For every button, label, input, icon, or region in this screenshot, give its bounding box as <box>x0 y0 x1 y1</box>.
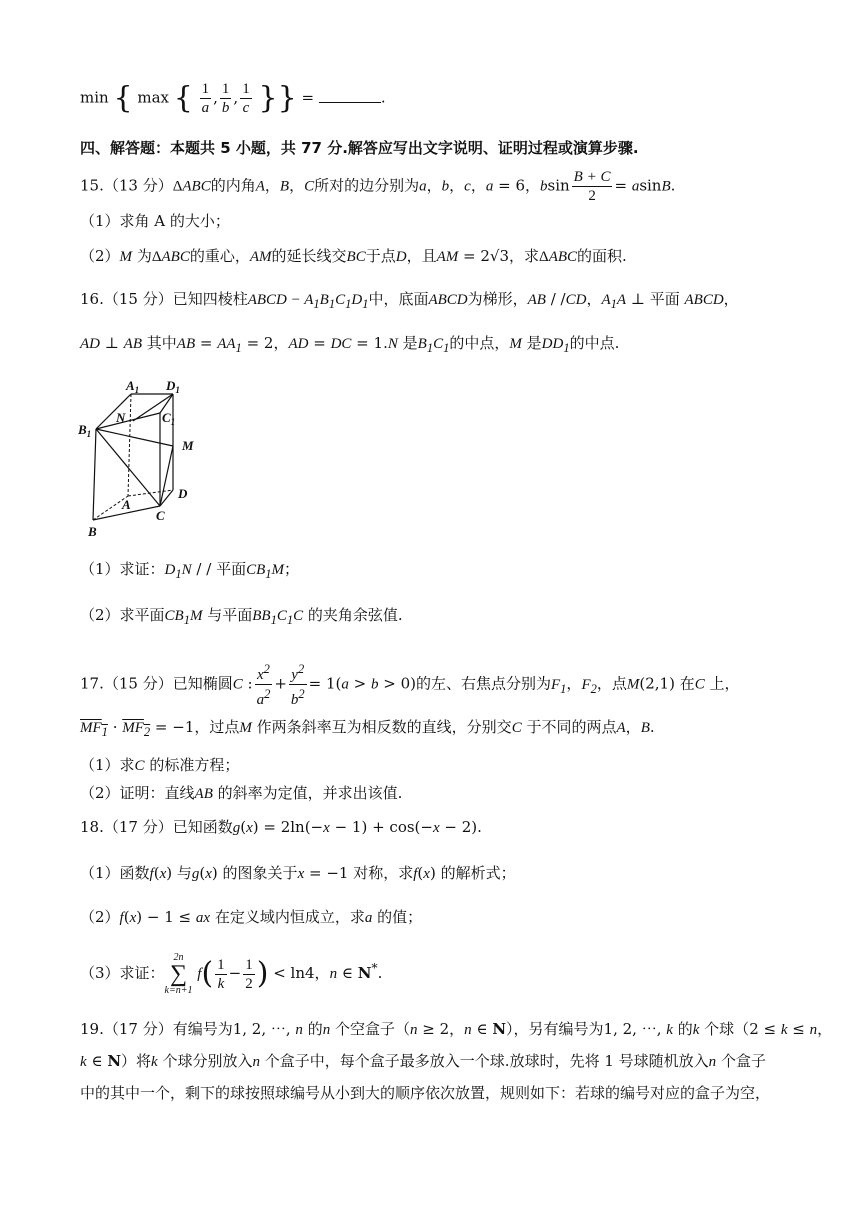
frac-1-c: $\frac{1}{c}$ <box>242 81 250 116</box>
equals-sign: = <box>301 88 315 107</box>
q19-line1: 19.（17 分）有编号为1, 2, ⋯, n 的n 个空盒子（n ≥ 2，n ∈ N），另有编号为1, 2, ⋯, k 的k 个球（2 ≤ k ≤ n， <box>80 1020 833 1038</box>
q15-p2-t6: ，求 <box>509 247 540 265</box>
q16-t5: . <box>383 334 388 352</box>
q18-p2-t3: 的值； <box>377 908 423 926</box>
q17-t1: 17.（15 分）已知椭圆 <box>80 674 233 693</box>
q16-p2-t2: 的夹角余弦值. <box>307 606 403 624</box>
q18-stem: 18.（17 分）已知函数g(x) = 2ln(−x − 1) + cos(−x − 2). <box>80 818 482 836</box>
q19-line2: k ∈ N）将k 个球分别放入n 个盒子中，每个盒子最多放入一个球.放球时，先将 1 号球随机放入n 个盒子 <box>80 1052 766 1070</box>
q19-t1: 19.（17 分）有编号为 <box>80 1020 233 1038</box>
q19-t3: 个空盒子（ <box>335 1020 411 1038</box>
section-heading: 四、解答题：本题共 5 小题，共 77 分.解答应写出文字说明、证明过程或演算步骤. <box>80 139 639 157</box>
label-C1: $C_1$ <box>162 410 176 427</box>
q18-p1-t3: 的图象关于 <box>222 864 298 882</box>
q16-t7: 的中点， <box>449 334 510 352</box>
q15-number: 15.（13 分） <box>80 176 173 195</box>
answer-blank <box>319 88 381 103</box>
q17-t6: ，过点 <box>194 718 240 736</box>
q16-t4: 其中 <box>146 334 177 352</box>
q18-p1-t1: （1）函数 <box>80 864 150 882</box>
q15-p2-t7: 的面积. <box>577 247 627 265</box>
q17-part1: （1）求C 的标准方程； <box>80 756 240 774</box>
label-D1: $D_1$ <box>166 378 180 395</box>
q17-p1-t1: （1）求 <box>80 756 135 774</box>
q17-p1-t2: 的标准方程； <box>149 756 240 774</box>
q15-text-2: 所对的边分别为 <box>314 176 420 195</box>
q19-t2: 的 <box>307 1020 323 1038</box>
q18-p1-t4: 对称，求 <box>353 864 414 882</box>
label-D: D <box>178 486 188 501</box>
q18-p1-t2: 与 <box>176 864 192 882</box>
q17-t2: 的左、右焦点分别为 <box>415 674 551 693</box>
sum-symbol: 2n ∑ k=n+1 <box>164 952 193 996</box>
q19-t4: ），另有编号为 <box>506 1020 604 1038</box>
q17-t3: ，点 <box>596 674 627 693</box>
q17-t4: 在 <box>679 674 695 693</box>
min-label: min <box>80 88 109 107</box>
q16-p2-label: （2）求平面 <box>80 606 165 624</box>
q15-p2-t4: 于点 <box>365 247 396 265</box>
q16-t6: 是 <box>402 334 418 352</box>
q15-p2-t3: 的延长线交 <box>271 247 347 265</box>
q15-part1: （1）求角 A 的大小； <box>80 212 230 230</box>
left-brace: { <box>113 80 133 116</box>
q16-t8: 是 <box>526 334 542 352</box>
frac-1-a: $\frac{1}{a}$ <box>201 81 210 116</box>
right-brace: } <box>277 80 297 116</box>
q16-t2: 中，底面 <box>368 290 429 308</box>
q16-line2: AD ⊥ AB 其中AB = $AA_1 = 2$，AD = DC = 1.N 是$B_1C_1$的中点，M 是$DD_1$的中点. <box>80 334 620 355</box>
q19-t7: ）将 <box>121 1052 152 1070</box>
q16-t3: 为梯形， <box>467 290 528 308</box>
q15-stem: 15.（13 分）ΔABC的内角A，B，C所对的边分别为a，b，c，a = 6，bsin $\frac{B + C}{2}$ = asinB. <box>80 169 676 204</box>
label-B: B <box>88 524 97 539</box>
q18-p2-t2: 在定义域内恒成立，求 <box>214 908 365 926</box>
frac-1-2: $\frac{1}{2}$ <box>245 956 253 992</box>
q19-t5: 的 <box>677 1020 693 1038</box>
q16-part1: （1）求证：$D_1N$ / / 平面$CB_1M$； <box>80 560 300 581</box>
q16-part2: （2）求平面$CB_1M$ 与平面$BB_1C_1C$ 的夹角余弦值. <box>80 606 403 627</box>
frac-1-b: $\frac{1}{b}$ <box>221 81 230 116</box>
q19-t6: 个球（ <box>704 1020 750 1038</box>
q17-t8: 于不同的两点 <box>526 718 617 736</box>
q19-t10: 个盒子 <box>720 1052 766 1070</box>
q17-t7: 作两条斜率互为相反数的直线，分别交 <box>256 718 512 736</box>
label-M: M <box>182 438 194 453</box>
q15-p2-t2: 的重心， <box>189 247 250 265</box>
left-brace-inner: { <box>173 80 193 116</box>
q18-part2: （2）f(x) − 1 ≤ ax 在定义域内恒成立，求a 的值； <box>80 908 423 926</box>
prism-figure <box>78 378 198 540</box>
q15-p2-t5: ，且 <box>406 247 437 265</box>
q18-t1: 18.（17 分）已知函数 <box>80 818 233 836</box>
frac-y2-b2: $\frac{y^2}{b^2}$ <box>290 662 305 708</box>
q17-p2-t2: 的斜率为定值，并求出该值. <box>217 784 403 802</box>
q17-t5: 上， <box>709 674 740 693</box>
q19-t9: 个盒子中，每个盒子最多放入一个球.放球时，先将 1 号球随机放入 <box>264 1052 709 1070</box>
right-brace-inner: } <box>258 80 278 116</box>
q18-p1-t5: 的解析式； <box>440 864 516 882</box>
q14-answer-line: min { max { $\frac{1}{a}$ , $\frac{1}{b}$ , $\frac{1}{c}$ }} = . <box>80 80 386 116</box>
label-N: N <box>116 410 126 425</box>
q15-p2-label: （2） <box>80 247 120 265</box>
label-C: C <box>156 508 165 523</box>
q17-line2: $MF_1 \cdot MF_2 = -1$，过点M 作两条斜率互为相反数的直线，分别交C 于不同的两点A，B. <box>80 718 655 739</box>
q15-p2-t1: 为 <box>136 247 152 265</box>
q15-text-1: 的内角 <box>210 176 256 195</box>
period: . <box>380 88 386 107</box>
q18-part3: （3）求证： 2n ∑ k=n+1 f( $\frac{1}{k}$ − $\frac{1}{2}$ ) < ln4，n ∈ N*. <box>80 952 383 996</box>
q19-line3: 中的其中一个，剩下的球按照球编号从小到大的顺序依次放置，规则如下：若球的编号对应的盒子为空， <box>80 1084 771 1102</box>
q19-t8: 个球分别放入 <box>162 1052 253 1070</box>
q17-p2-t1: （2）证明：直线 <box>80 784 195 802</box>
q16-p1-label: （1）求证： <box>80 560 165 578</box>
frac-1-k: $\frac{1}{k}$ <box>217 956 225 992</box>
frac-b-plus-c: $\frac{B + C}{2}$ <box>573 169 611 204</box>
label-A: A <box>122 497 131 512</box>
q15-part2: （2）M 为ΔABC的重心，AM的延长线交BC于点D，且AM = 2√3，求ΔABC的面积. <box>80 247 627 265</box>
q18-p2-t1: （2） <box>80 908 120 926</box>
q16-t1: 16.（15 分）已知四棱柱 <box>80 290 248 308</box>
label-A1: $A_1$ <box>126 378 140 395</box>
q16-p2-t1: 与平面 <box>207 606 253 624</box>
q17-stem: 17.（15 分）已知椭圆C : $\frac{x^2}{a^2}$ + $\frac{y^2}{b^2}$ = 1(a > b > 0)的左、右焦点分别为$F_1$，$F_2$，点M(2,1) 在C 上， <box>80 662 740 708</box>
q16-p1-t1: 平面 <box>216 560 247 578</box>
q17-part2: （2）证明：直线AB 的斜率为定值，并求出该值. <box>80 784 403 802</box>
label-B1: $B_1$ <box>78 422 92 439</box>
q16-stem: 16.（15 分）已知四棱柱ABCD − $A_1B_1C_1D_1$中，底面ABCD为梯形，AB / /CD，$A_1A$ ⊥ 平面 ABCD， <box>80 290 739 311</box>
max-label: max <box>137 88 169 107</box>
q18-p3-t1: （3）求证： <box>80 964 165 982</box>
q18-part1: （1）函数f(x) 与g(x) 的图象关于x = −1 对称，求f(x) 的解析式； <box>80 864 516 882</box>
q16-t9: 的中点. <box>569 334 620 352</box>
frac-x2-a2: $\frac{x^2}{a^2}$ <box>256 662 271 708</box>
